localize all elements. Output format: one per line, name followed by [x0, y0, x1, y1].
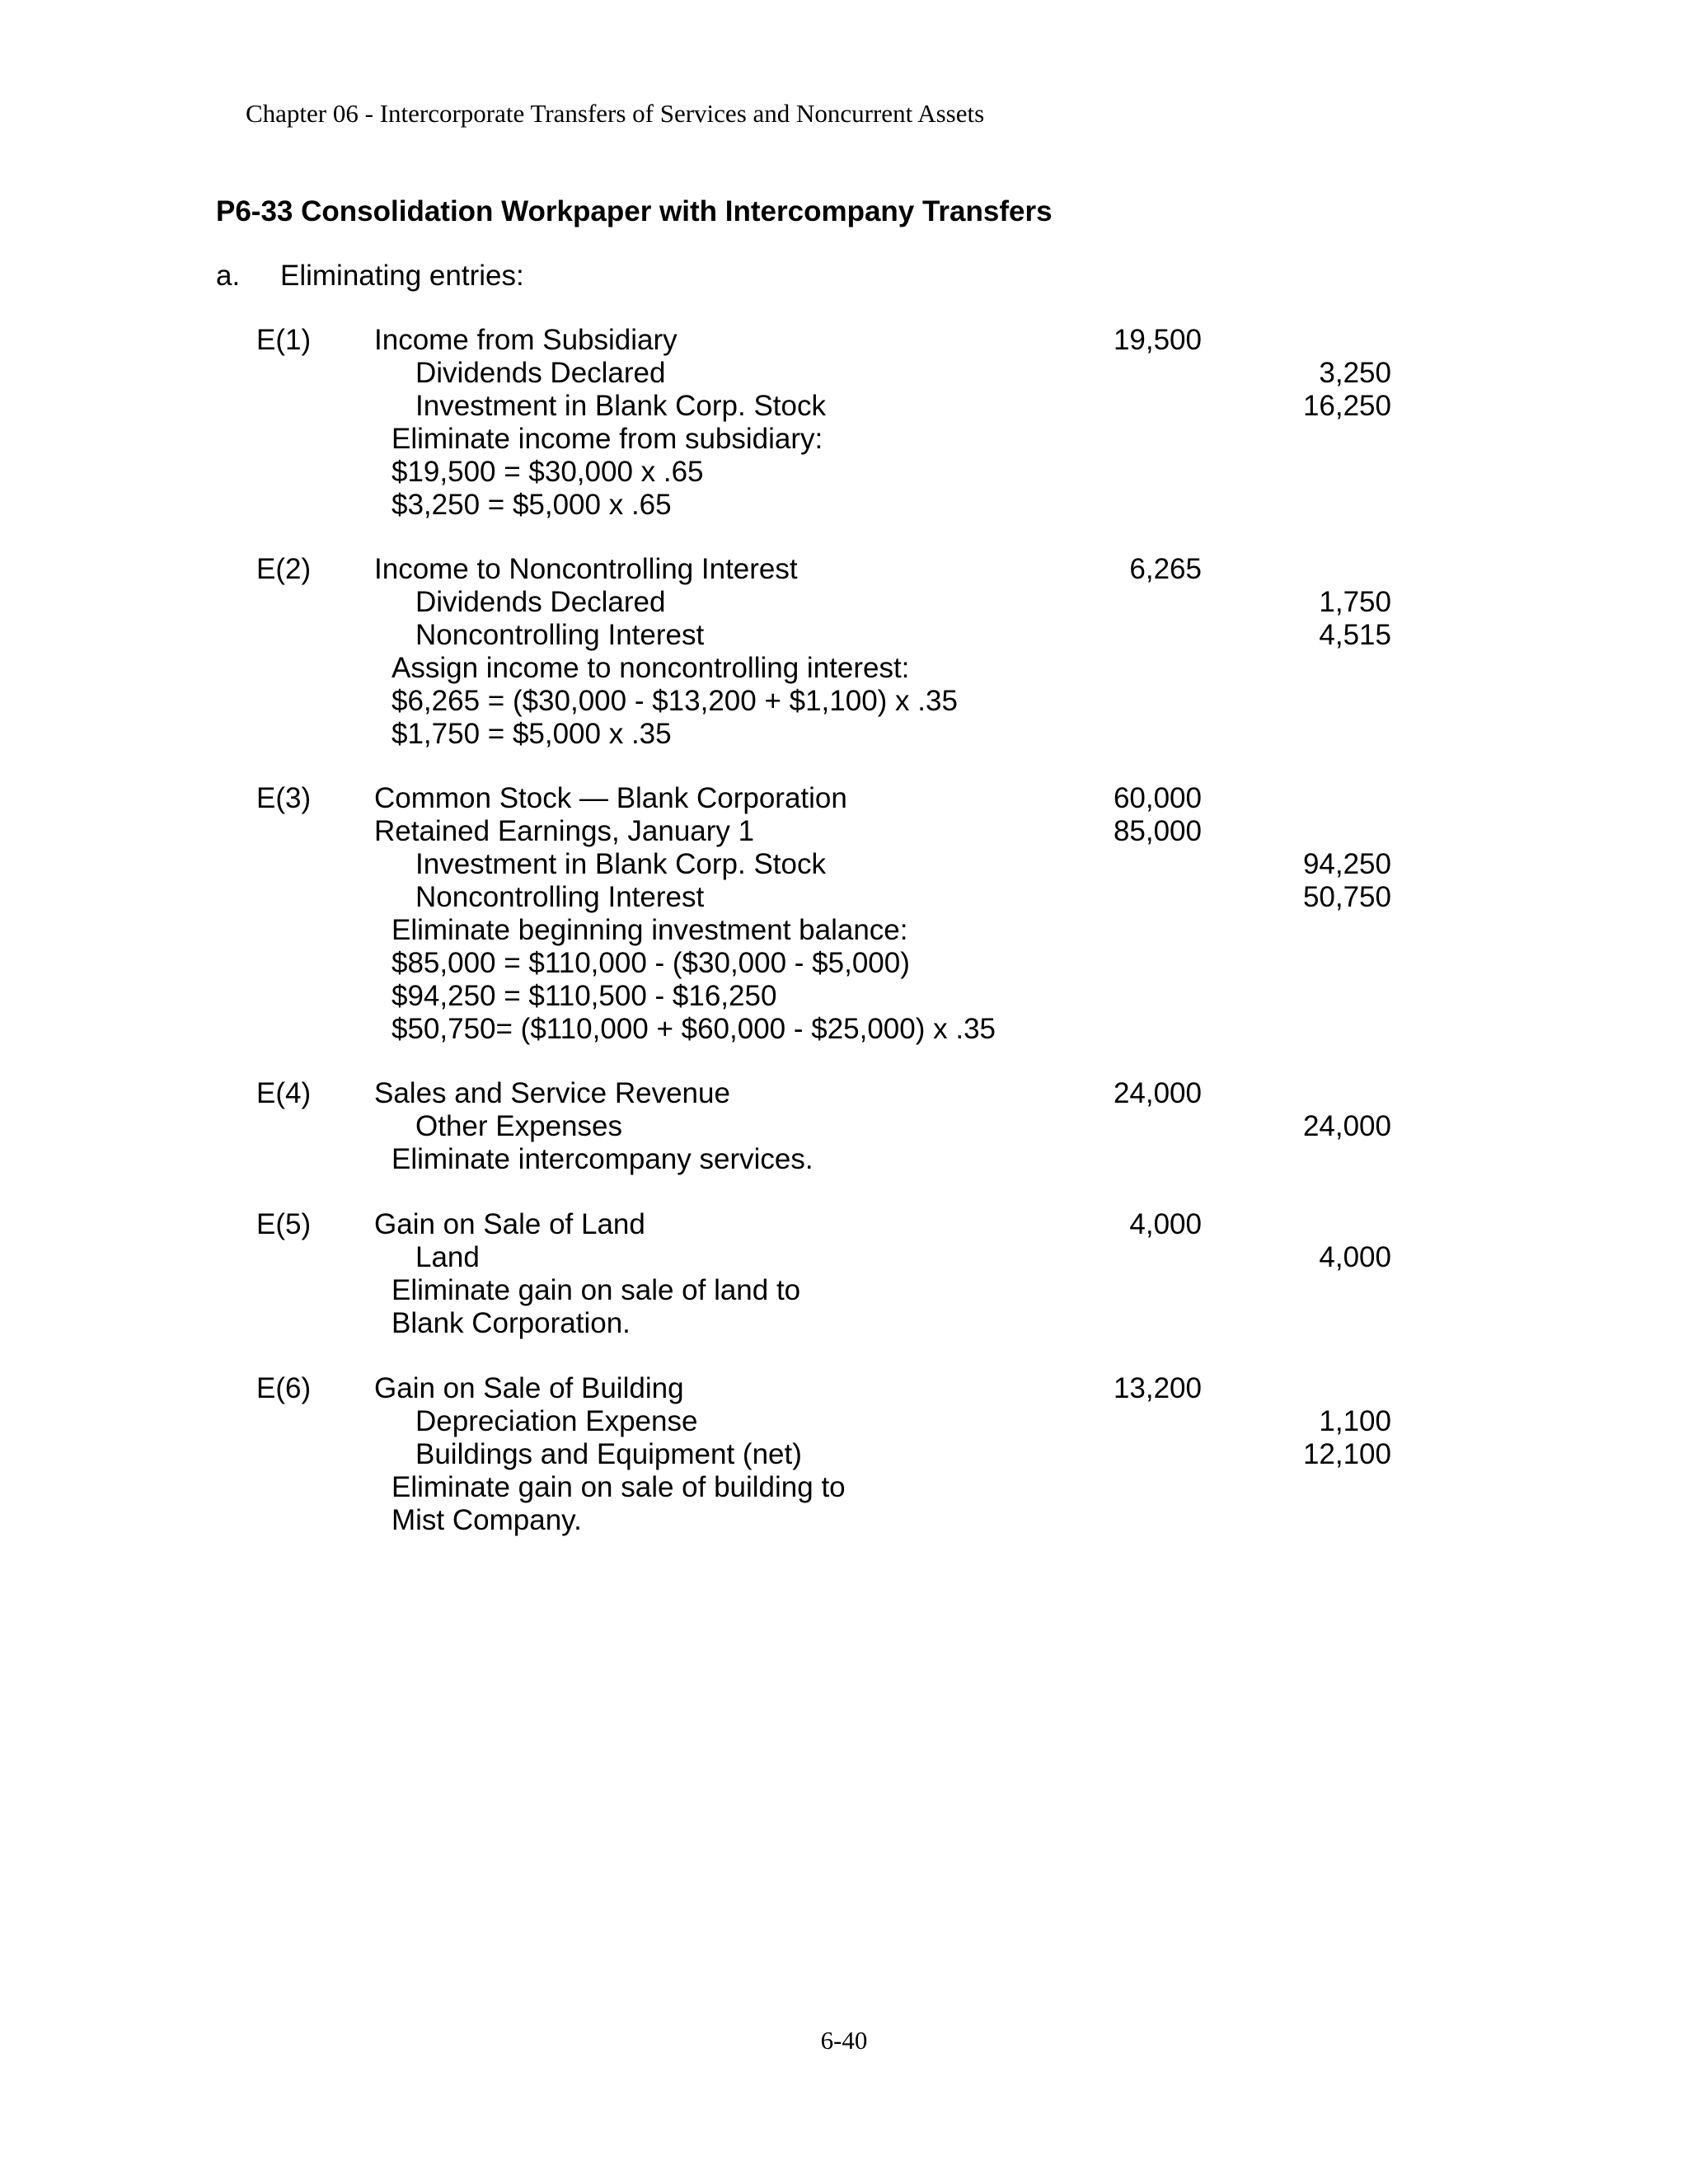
- account-name: Depreciation Expense: [415, 1405, 698, 1437]
- account-name: Other Expenses: [415, 1110, 622, 1142]
- credit-amount: 24,000: [1302, 1110, 1391, 1142]
- credit-amount: 50,750: [1302, 881, 1391, 913]
- entry-line: [0, 815, 1688, 848]
- journal-entry: [0, 1208, 1688, 1340]
- explanation-line: [0, 980, 1688, 1013]
- entry-line: [0, 881, 1688, 914]
- entry-line: [0, 848, 1688, 881]
- explanation-line: [0, 456, 1688, 489]
- account-name: Income to Noncontrolling Interest: [374, 553, 798, 585]
- explanation-text: Blank Corporation.: [392, 1307, 631, 1339]
- explanation-text: Assign income to noncontrolling interest:: [392, 652, 910, 684]
- entry-line: [0, 1110, 1688, 1143]
- credit-amount: 4,000: [1319, 1241, 1391, 1273]
- problem-title: P6-33 Consolidation Workpaper with Intercompany Transfers: [216, 195, 1053, 227]
- credit-amount: 12,100: [1302, 1438, 1391, 1470]
- explanation-text: $85,000 = $110,000 - ($30,000 - $5,000): [392, 947, 910, 979]
- account-name: Income from Subsidiary: [374, 324, 678, 356]
- debit-amount: 24,000: [1113, 1077, 1202, 1109]
- entry-line: [0, 357, 1688, 390]
- account-name: Investment in Blank Corp. Stock: [415, 390, 826, 422]
- explanation-line: [0, 718, 1688, 751]
- account-name: Buildings and Equipment (net): [415, 1438, 802, 1470]
- explanation-text: Eliminate gain on sale of building to: [392, 1471, 846, 1503]
- entry-id: E(1): [256, 324, 312, 356]
- account-name: Noncontrolling Interest: [415, 881, 705, 913]
- entry-line: [0, 782, 1688, 815]
- entry-id: E(4): [256, 1077, 312, 1109]
- account-name: Gain on Sale of Building: [374, 1372, 684, 1404]
- explanation-text: $3,250 = $5,000 x .65: [392, 489, 672, 521]
- explanation-line: [0, 1504, 1688, 1537]
- explanation-line: [0, 1274, 1688, 1307]
- entry-id: E(5): [256, 1208, 312, 1240]
- explanation-line: [0, 652, 1688, 685]
- entry-line: [0, 324, 1688, 357]
- entry-line: [0, 1438, 1688, 1471]
- explanation-text: Eliminate beginning investment balance:: [392, 914, 908, 946]
- account-name: Dividends Declared: [415, 357, 666, 389]
- explanation-text: Eliminate gain on sale of land to: [392, 1274, 801, 1306]
- account-name: Sales and Service Revenue: [374, 1077, 730, 1109]
- entry-line: [0, 1208, 1688, 1241]
- account-name: Common Stock — Blank Corporation: [374, 782, 847, 814]
- credit-amount: 1,750: [1319, 586, 1391, 618]
- entry-id: E(6): [256, 1372, 312, 1404]
- debit-amount: 85,000: [1113, 815, 1202, 847]
- entry-line: [0, 553, 1688, 586]
- credit-amount: 1,100: [1319, 1405, 1391, 1437]
- explanation-text: $19,500 = $30,000 x .65: [392, 456, 704, 488]
- credit-amount: 94,250: [1302, 848, 1391, 880]
- account-name: Investment in Blank Corp. Stock: [415, 848, 826, 880]
- explanation-text: $1,750 = $5,000 x .35: [392, 718, 672, 750]
- explanation-text: Eliminate intercompany services.: [392, 1143, 814, 1175]
- explanation-line: [0, 1307, 1688, 1340]
- part-text: Eliminating entries:: [280, 260, 524, 292]
- explanation-line: [0, 423, 1688, 456]
- part-label: a.: [216, 260, 241, 292]
- explanation-text: Eliminate income from subsidiary:: [392, 423, 823, 455]
- debit-amount: 6,265: [1129, 553, 1202, 585]
- part-heading: [216, 260, 524, 293]
- entry-line: [0, 586, 1688, 619]
- account-name: Gain on Sale of Land: [374, 1208, 645, 1240]
- explanation-line: [0, 685, 1688, 718]
- journal-entry: [0, 553, 1688, 751]
- account-name: Noncontrolling Interest: [415, 619, 705, 651]
- explanation-line: [0, 1013, 1688, 1046]
- entry-line: [0, 1405, 1688, 1438]
- account-name: Retained Earnings, January 1: [374, 815, 755, 847]
- credit-amount: 3,250: [1319, 357, 1391, 389]
- page-number: 6-40: [820, 2026, 868, 2055]
- debit-amount: 13,200: [1113, 1372, 1202, 1404]
- explanation-text: $50,750= ($110,000 + $60,000 - $25,000) x .35: [392, 1013, 996, 1045]
- entry-line: [0, 390, 1688, 423]
- explanation-line: [0, 1471, 1688, 1504]
- debit-amount: 4,000: [1129, 1208, 1202, 1240]
- explanation-line: [0, 1143, 1688, 1176]
- explanation-text: $94,250 = $110,500 - $16,250: [392, 980, 777, 1012]
- debit-amount: 60,000: [1113, 782, 1202, 814]
- debit-amount: 19,500: [1113, 324, 1202, 356]
- account-name: Dividends Declared: [415, 586, 666, 618]
- explanation-text: Mist Company.: [392, 1504, 582, 1536]
- explanation-text: $6,265 = ($30,000 - $13,200 + $1,100) x .35: [392, 685, 958, 717]
- entry-line: [0, 1077, 1688, 1110]
- entry-line: [0, 1241, 1688, 1274]
- journal-entry: [0, 1077, 1688, 1176]
- journal-entry: [0, 1372, 1688, 1537]
- explanation-line: [0, 489, 1688, 522]
- journal-entry: [0, 782, 1688, 1046]
- journal-entry: [0, 324, 1688, 522]
- entry-id: E(2): [256, 553, 312, 585]
- explanation-line: [0, 947, 1688, 980]
- chapter-header: Chapter 06 - Intercorporate Transfers of Services and Noncurrent Assets: [246, 99, 985, 128]
- account-name: Land: [415, 1241, 480, 1273]
- entry-line: [0, 1372, 1688, 1405]
- entry-id: E(3): [256, 782, 312, 814]
- credit-amount: 4,515: [1319, 619, 1391, 651]
- credit-amount: 16,250: [1302, 390, 1391, 422]
- entry-line: [0, 619, 1688, 652]
- explanation-line: [0, 914, 1688, 947]
